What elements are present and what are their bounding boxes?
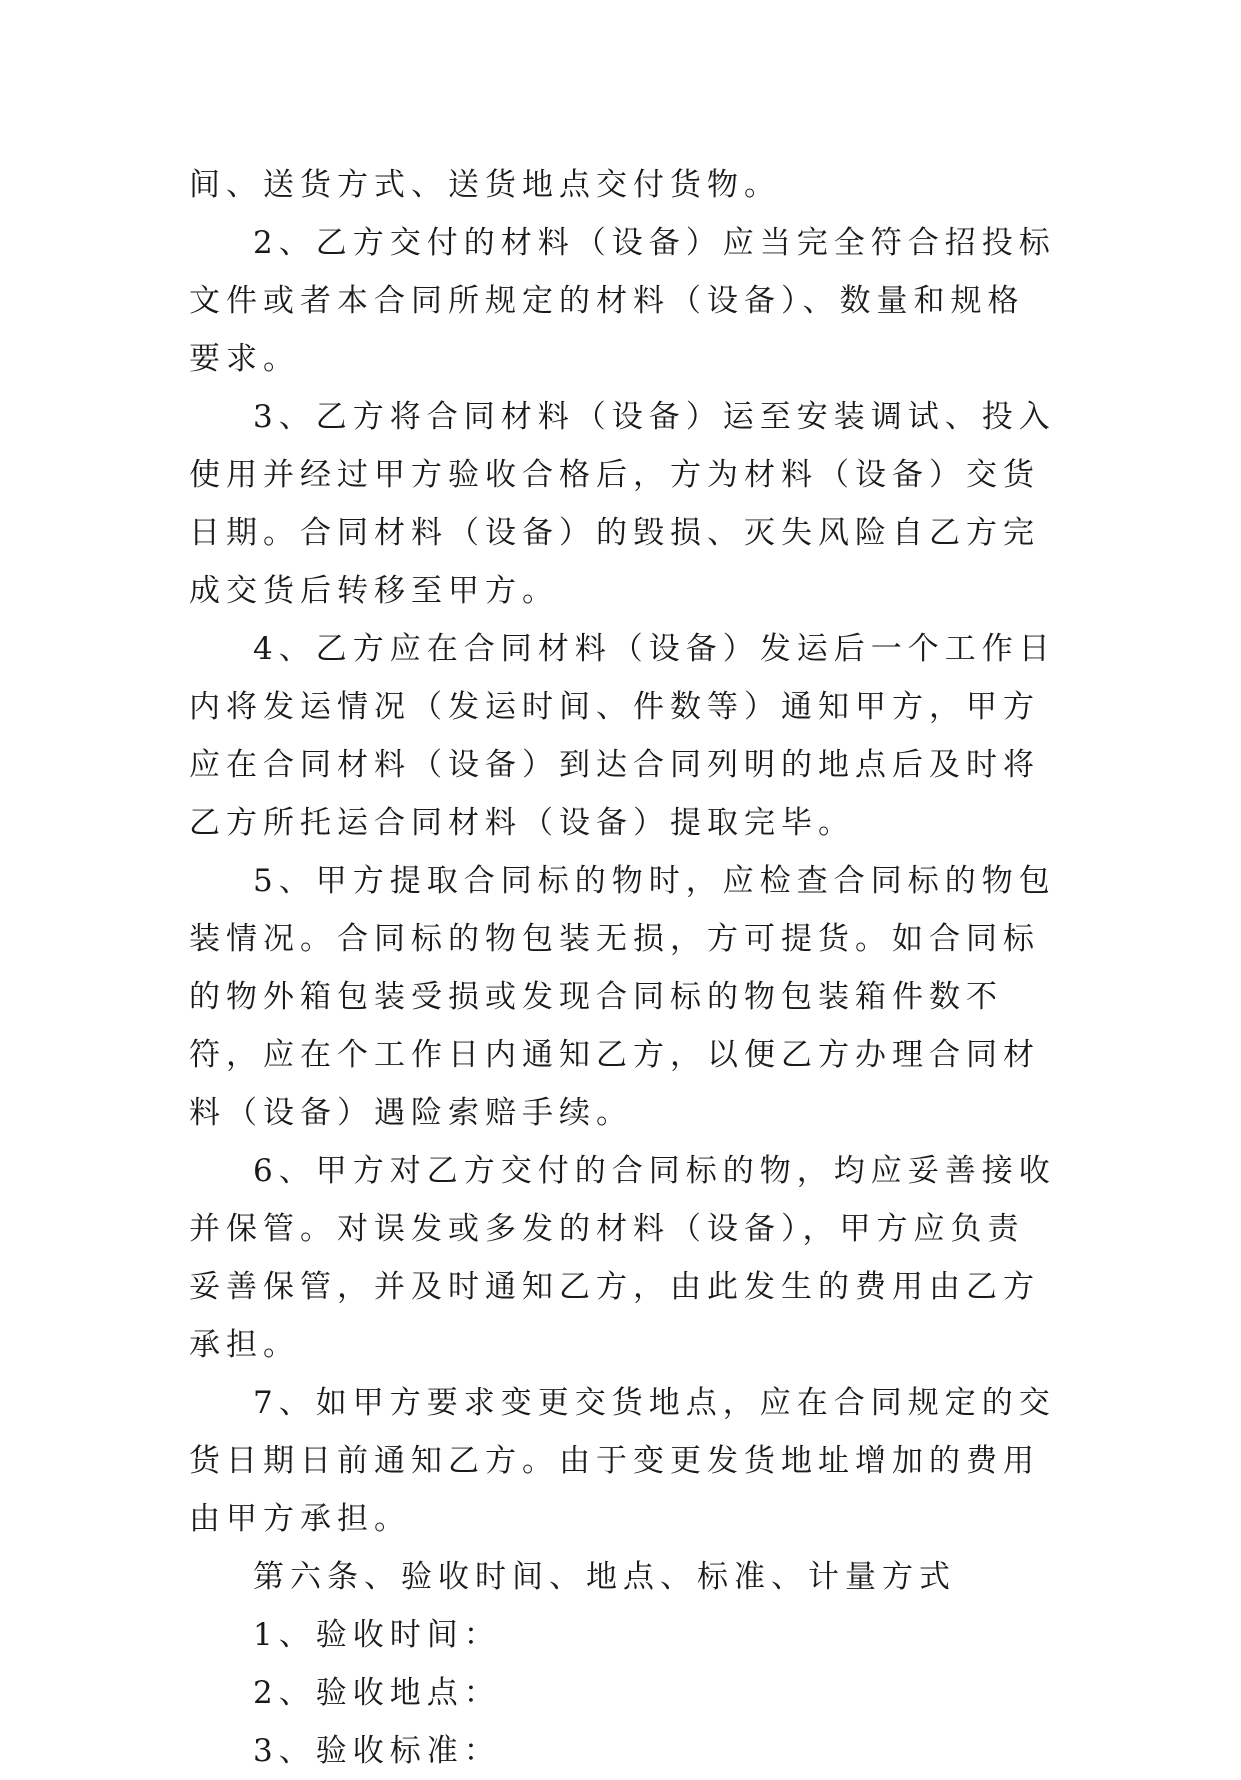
paragraph-clause-3: 3、乙方将合同材料（设备）运至安装调试、投入使用并经过甲方验收合格后，方为材料（设备）交货日期。合同材料（设备）的毁损、灭失风险自乙方完成交货后转移至甲方。	[189, 399, 1056, 609]
paragraph-clause-7: 7、如甲方要求变更交货地点，应在合同规定的交货日期日前通知乙方。由于变更发货地址增加的费用由甲方承担。	[189, 1385, 1056, 1537]
list-item-acceptance-standard: 3、验收标准：	[253, 1733, 501, 1769]
paragraph-continuation: 间、送货方式、送货地点交付货物。	[189, 167, 781, 203]
paragraph-clause-4: 4、乙方应在合同材料（设备）发运后一个工作日内将发运情况（发运时间、件数等）通知甲方，甲方应在合同材料（设备）到达合同列明的地点后及时将乙方所托运合同材料（设备）提取完毕。	[189, 631, 1056, 841]
paragraph-clause-2: 2、乙方交付的材料（设备）应当完全符合招投标文件或者本合同所规定的材料（设备）、数量和规格要求。	[189, 225, 1056, 377]
list-item-acceptance-location: 2、验收地点：	[253, 1675, 501, 1711]
section-heading: 第六条、验收时间、地点、标准、计量方式	[253, 1559, 956, 1595]
list-item-acceptance-time: 1、验收时间：	[253, 1617, 501, 1653]
paragraph-clause-5: 5、甲方提取合同标的物时，应检查合同标的物包装情况。合同标的物包装无损，方可提货。如合同标的物外箱包装受损或发现合同标的物包装箱件数不符，应在个工作日内通知乙方，以便乙方办理合同材料（设备）遇险索赔手续。	[189, 863, 1056, 1131]
document-body	[189, 156, 1059, 1780]
paragraph-clause-6: 6、甲方对乙方交付的合同标的物，均应妥善接收并保管。对误发或多发的材料（设备），甲方应负责妥善保管，并及时通知乙方，由此发生的费用由乙方承担。	[189, 1153, 1056, 1363]
